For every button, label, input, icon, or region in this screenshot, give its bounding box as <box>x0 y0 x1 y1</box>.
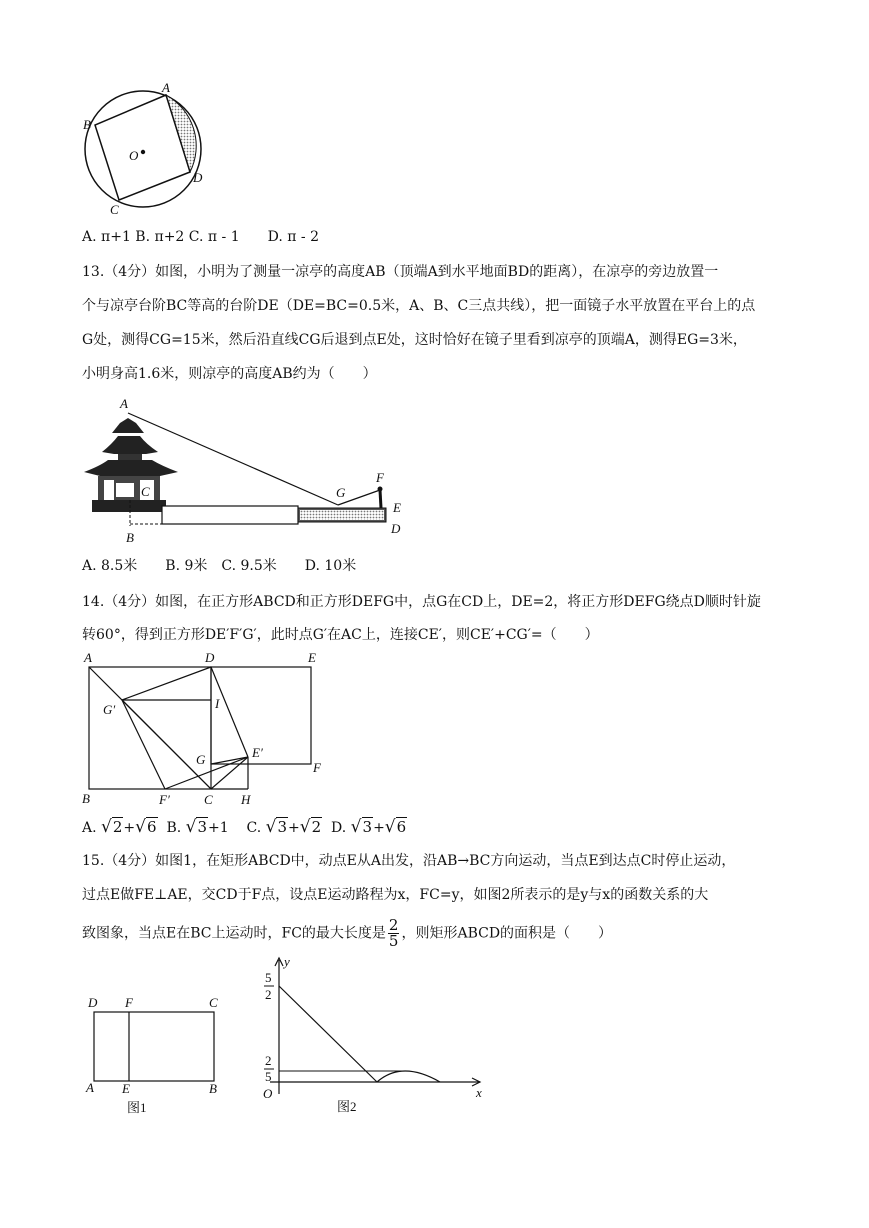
label-G13: G <box>336 485 346 500</box>
label-E15: E <box>122 1081 130 1096</box>
opt-b-label: B. <box>166 820 182 836</box>
label-F13: F <box>376 470 384 485</box>
q15-line-1: 15.（4分）如图1，在矩形ABCD中，动点E从A出发，沿AB→BC方向运动，当点E到达点C时停止运动， <box>82 853 736 869</box>
arc-curve <box>377 1071 440 1082</box>
tick-top-num: 5 <box>265 970 272 985</box>
q13-options: A. 8.5米 B. 9米 C. 9.5米 D. 10米 <box>82 558 357 574</box>
rect-abcd <box>94 1012 214 1081</box>
center-dot <box>141 150 145 154</box>
q15-line-3-post: ，则矩形ABCD的面积是（ ） <box>401 925 613 942</box>
q13-figure <box>84 396 401 545</box>
label-G14: G <box>196 752 206 767</box>
q14-figure <box>89 667 311 789</box>
sqrt-d1: √3 <box>350 817 373 837</box>
sqrt-a1: √2 <box>101 817 123 837</box>
segment-decreasing <box>279 986 377 1082</box>
line-dgp <box>122 667 211 700</box>
step-bc <box>162 506 298 524</box>
sqrt-b1: √3 <box>185 817 208 837</box>
label-A14: A <box>84 650 92 665</box>
q15-fig1 <box>94 1012 214 1081</box>
label-D13: D <box>391 521 401 536</box>
line-dep <box>211 667 248 757</box>
opt-c-label: C. <box>246 820 262 836</box>
label-D14: D <box>205 650 215 665</box>
label-B: B <box>83 117 91 132</box>
label-F14: F <box>313 760 321 775</box>
fig1-caption: 图1 <box>127 1100 147 1115</box>
fraction-2-5: $\frac{2}{5}$ <box>388 916 399 950</box>
x-label: x <box>476 1085 482 1100</box>
label-H14: H <box>241 792 251 807</box>
q13-line-4: 小明身高1.6米，则凉亭的高度AB约为（ ） <box>82 366 377 382</box>
q14-options: A. √2+√6 B. √3+1 C. √3+√2 D. √3+√6 <box>82 817 407 837</box>
q15-line-3-pre: 致图象，当点E在BC上运动时，FC的最大长度是 <box>82 925 386 942</box>
q14-labels <box>82 650 322 807</box>
label-C: C <box>110 202 119 217</box>
label-I14: I <box>215 696 220 711</box>
person <box>380 490 381 508</box>
q12-options: A. π+1 B. π+2 C. π - 1 D. π - 2 <box>82 229 319 245</box>
label-E14: E <box>308 650 316 665</box>
label-Fp14: F′ <box>159 792 170 807</box>
sqrt-d2: √6 <box>384 817 407 837</box>
pavilion-base <box>92 500 166 512</box>
label-B15: B <box>209 1081 217 1096</box>
sqrt-a2: √6 <box>135 817 157 837</box>
label-Gp14: G′ <box>103 702 116 717</box>
line-cep <box>211 757 248 789</box>
label-D15: D <box>88 995 98 1010</box>
q15-fig2 <box>270 958 480 1094</box>
fig2-caption: 图2 <box>337 1099 357 1114</box>
shaded-segment <box>166 95 196 172</box>
label-A15: A <box>86 1080 94 1095</box>
sqrt-c1: √3 <box>265 817 287 837</box>
pavilion-roof-top <box>112 418 144 433</box>
line-gpc <box>122 700 211 789</box>
q13-line-2: 个与凉亭台阶BC等高的台阶DE（DE=BC=0.5米，A、B、C三点共线），把一面镜子水平放置在平台上的点 <box>82 298 756 314</box>
label-E13: E <box>393 500 401 515</box>
opt-d-label: D. <box>331 820 347 836</box>
q13-line-1: 13.（4分）如图，小明为了测量一凉亭的高度AB（顶端A到水平地面BD的距离），在凉亭的旁边放置一 <box>82 264 719 280</box>
q15-line-2: 过点E做FE⊥AE，交CD于F点，设点E运动路程为x，FC=y，如图2所表示的是y与x的函数关系的大 <box>82 887 709 903</box>
y-label: y <box>284 954 290 969</box>
q14-line-1: 14.（4分）如图，在正方形ABCD和正方形DEFG中，点G在CD上，DE=2，将正方形DEFG绕点D顺时针旋 <box>82 594 761 610</box>
q13-line-3: G处，测得CG=15米，然后沿直线CG后退到点E处，这时恰好在镜子里看到凉亭的顶端A，测得EG=3米， <box>82 332 747 348</box>
label-B13: B <box>126 530 134 545</box>
tick-top-den: 2 <box>265 987 272 1002</box>
tick-mid-den: 5 <box>265 1069 272 1084</box>
label-A: A <box>162 80 170 95</box>
q14-line-2: 转60°，得到正方形DE′F′G′，此时点G′在AC上，连接CE′，则CE′+CG′=（ ） <box>82 627 599 643</box>
label-C13: C <box>141 484 150 499</box>
pavilion-roof-1 <box>102 436 158 454</box>
sqrt-c2: √2 <box>299 817 322 837</box>
label-C15: C <box>209 995 218 1010</box>
line-gep <box>211 757 248 764</box>
label-B14: B <box>82 791 90 806</box>
opt-a-label: A. <box>82 820 97 836</box>
tick-mid-num: 2 <box>265 1053 272 1068</box>
o-label: O <box>263 1086 273 1101</box>
pavilion-roof-2 <box>84 460 178 476</box>
label-A13: A <box>120 396 128 411</box>
label-C14: C <box>204 792 213 807</box>
line-gpfp <box>122 700 165 789</box>
q15-line-3 <box>82 918 612 949</box>
label-F15: F <box>125 995 133 1010</box>
label-O: O <box>129 148 139 163</box>
label-D: D <box>193 170 203 185</box>
label-Ep14: E′ <box>252 745 263 760</box>
